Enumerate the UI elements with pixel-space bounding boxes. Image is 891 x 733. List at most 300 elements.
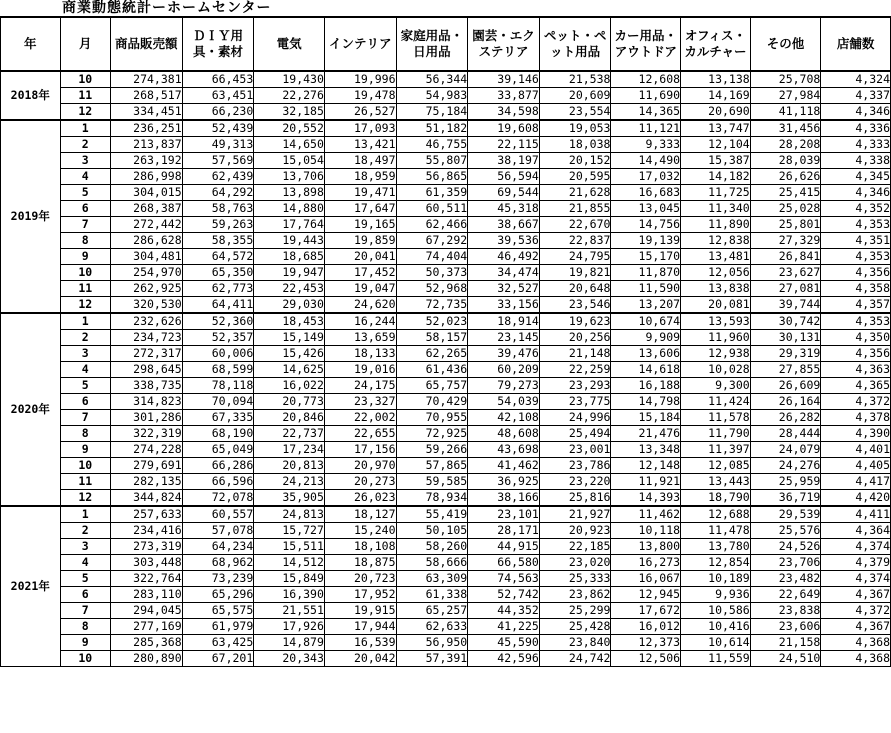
value-cell[interactable]: 9,909	[611, 330, 681, 346]
value-cell[interactable]: 286,628	[110, 233, 182, 249]
value-cell[interactable]: 11,690	[611, 88, 681, 104]
year-cell[interactable]: 2019年	[1, 120, 61, 313]
value-cell[interactable]: 282,135	[110, 474, 182, 490]
value-cell[interactable]: 20,846	[254, 410, 325, 426]
value-cell[interactable]: 33,156	[468, 297, 540, 314]
value-cell[interactable]: 68,190	[182, 426, 254, 442]
value-cell[interactable]: 65,296	[182, 587, 254, 603]
value-cell[interactable]: 41,118	[750, 104, 821, 121]
value-cell[interactable]: 56,865	[396, 169, 468, 185]
value-cell[interactable]: 12,104	[681, 137, 751, 153]
value-cell[interactable]: 66,230	[182, 104, 254, 121]
value-cell[interactable]: 11,921	[611, 474, 681, 490]
value-cell[interactable]: 274,228	[110, 442, 182, 458]
value-cell[interactable]: 20,256	[539, 330, 611, 346]
value-cell[interactable]: 19,915	[324, 603, 396, 619]
value-cell[interactable]: 52,968	[396, 281, 468, 297]
value-cell[interactable]: 29,539	[750, 506, 821, 523]
value-cell[interactable]: 11,870	[611, 265, 681, 281]
value-cell[interactable]: 19,608	[468, 120, 540, 137]
value-cell[interactable]: 68,962	[182, 555, 254, 571]
value-cell[interactable]: 39,476	[468, 346, 540, 362]
month-cell[interactable]: 12	[60, 490, 110, 507]
value-cell[interactable]: 20,041	[324, 249, 396, 265]
value-cell[interactable]: 15,387	[681, 153, 751, 169]
value-cell[interactable]: 4,405	[821, 458, 891, 474]
value-cell[interactable]: 22,259	[539, 362, 611, 378]
value-cell[interactable]: 4,372	[821, 603, 891, 619]
value-cell[interactable]: 19,947	[254, 265, 325, 281]
value-cell[interactable]: 13,138	[681, 71, 751, 88]
value-cell[interactable]: 20,723	[324, 571, 396, 587]
value-cell[interactable]: 61,359	[396, 185, 468, 201]
value-cell[interactable]: 236,251	[110, 120, 182, 137]
value-cell[interactable]: 21,158	[750, 635, 821, 651]
value-cell[interactable]: 11,790	[681, 426, 751, 442]
value-cell[interactable]: 65,575	[182, 603, 254, 619]
value-cell[interactable]: 268,517	[110, 88, 182, 104]
value-cell[interactable]: 18,959	[324, 169, 396, 185]
value-cell[interactable]: 19,430	[254, 71, 325, 88]
value-cell[interactable]: 41,462	[468, 458, 540, 474]
value-cell[interactable]: 4,351	[821, 233, 891, 249]
value-cell[interactable]: 13,593	[681, 313, 751, 330]
value-cell[interactable]: 25,415	[750, 185, 821, 201]
value-cell[interactable]: 234,723	[110, 330, 182, 346]
value-cell[interactable]: 16,244	[324, 313, 396, 330]
value-cell[interactable]: 10,189	[681, 571, 751, 587]
value-cell[interactable]: 52,439	[182, 120, 254, 137]
value-cell[interactable]: 44,915	[468, 539, 540, 555]
value-cell[interactable]: 18,127	[324, 506, 396, 523]
value-cell[interactable]: 272,442	[110, 217, 182, 233]
value-cell[interactable]: 75,184	[396, 104, 468, 121]
value-cell[interactable]: 22,655	[324, 426, 396, 442]
value-cell[interactable]: 38,166	[468, 490, 540, 507]
value-cell[interactable]: 15,184	[611, 410, 681, 426]
value-cell[interactable]: 16,539	[324, 635, 396, 651]
value-cell[interactable]: 23,546	[539, 297, 611, 314]
value-cell[interactable]: 28,444	[750, 426, 821, 442]
month-cell[interactable]: 8	[60, 619, 110, 635]
value-cell[interactable]: 14,880	[254, 201, 325, 217]
value-cell[interactable]: 24,276	[750, 458, 821, 474]
value-cell[interactable]: 24,795	[539, 249, 611, 265]
value-cell[interactable]: 25,816	[539, 490, 611, 507]
value-cell[interactable]: 72,925	[396, 426, 468, 442]
value-cell[interactable]: 17,672	[611, 603, 681, 619]
value-cell[interactable]: 12,506	[611, 651, 681, 667]
value-cell[interactable]: 20,773	[254, 394, 325, 410]
header-diy[interactable]: ＤＩＹ用具・素材	[182, 18, 254, 72]
value-cell[interactable]: 17,452	[324, 265, 396, 281]
value-cell[interactable]: 74,563	[468, 571, 540, 587]
value-cell[interactable]: 18,453	[254, 313, 325, 330]
value-cell[interactable]: 304,481	[110, 249, 182, 265]
value-cell[interactable]: 70,094	[182, 394, 254, 410]
value-cell[interactable]: 12,688	[681, 506, 751, 523]
value-cell[interactable]: 56,594	[468, 169, 540, 185]
value-cell[interactable]: 25,428	[539, 619, 611, 635]
month-cell[interactable]: 4	[60, 555, 110, 571]
value-cell[interactable]: 24,510	[750, 651, 821, 667]
month-cell[interactable]: 5	[60, 378, 110, 394]
value-cell[interactable]: 60,511	[396, 201, 468, 217]
value-cell[interactable]: 16,012	[611, 619, 681, 635]
value-cell[interactable]: 17,952	[324, 587, 396, 603]
value-cell[interactable]: 15,849	[254, 571, 325, 587]
value-cell[interactable]: 24,175	[324, 378, 396, 394]
value-cell[interactable]: 18,497	[324, 153, 396, 169]
value-cell[interactable]: 12,938	[681, 346, 751, 362]
year-cell[interactable]: 2021年	[1, 506, 61, 667]
value-cell[interactable]: 24,620	[324, 297, 396, 314]
value-cell[interactable]: 4,352	[821, 201, 891, 217]
value-cell[interactable]: 25,494	[539, 426, 611, 442]
value-cell[interactable]: 19,623	[539, 313, 611, 330]
month-cell[interactable]: 8	[60, 426, 110, 442]
value-cell[interactable]: 22,737	[254, 426, 325, 442]
value-cell[interactable]: 38,197	[468, 153, 540, 169]
value-cell[interactable]: 274,381	[110, 71, 182, 88]
value-cell[interactable]: 14,618	[611, 362, 681, 378]
value-cell[interactable]: 334,451	[110, 104, 182, 121]
value-cell[interactable]: 23,293	[539, 378, 611, 394]
value-cell[interactable]: 42,596	[468, 651, 540, 667]
month-cell[interactable]: 9	[60, 635, 110, 651]
value-cell[interactable]: 4,346	[821, 185, 891, 201]
value-cell[interactable]: 23,840	[539, 635, 611, 651]
header-garden[interactable]: 園芸・エクステリア	[468, 18, 540, 72]
value-cell[interactable]: 22,002	[324, 410, 396, 426]
value-cell[interactable]: 33,877	[468, 88, 540, 104]
value-cell[interactable]: 74,404	[396, 249, 468, 265]
value-cell[interactable]: 23,145	[468, 330, 540, 346]
value-cell[interactable]: 35,905	[254, 490, 325, 507]
value-cell[interactable]: 52,360	[182, 313, 254, 330]
value-cell[interactable]: 14,182	[681, 169, 751, 185]
month-cell[interactable]: 6	[60, 201, 110, 217]
value-cell[interactable]: 11,121	[611, 120, 681, 137]
value-cell[interactable]: 61,979	[182, 619, 254, 635]
value-cell[interactable]: 4,372	[821, 394, 891, 410]
value-cell[interactable]: 23,775	[539, 394, 611, 410]
month-cell[interactable]: 3	[60, 153, 110, 169]
value-cell[interactable]: 66,596	[182, 474, 254, 490]
month-cell[interactable]: 2	[60, 523, 110, 539]
value-cell[interactable]: 58,763	[182, 201, 254, 217]
value-cell[interactable]: 20,970	[324, 458, 396, 474]
value-cell[interactable]: 19,016	[324, 362, 396, 378]
value-cell[interactable]: 57,569	[182, 153, 254, 169]
value-cell[interactable]: 20,595	[539, 169, 611, 185]
value-cell[interactable]: 19,996	[324, 71, 396, 88]
value-cell[interactable]: 27,081	[750, 281, 821, 297]
value-cell[interactable]: 12,148	[611, 458, 681, 474]
value-cell[interactable]: 4,338	[821, 153, 891, 169]
value-cell[interactable]: 254,970	[110, 265, 182, 281]
value-cell[interactable]: 26,626	[750, 169, 821, 185]
header-sales[interactable]: 商品販売額	[110, 18, 182, 72]
value-cell[interactable]: 27,984	[750, 88, 821, 104]
value-cell[interactable]: 63,309	[396, 571, 468, 587]
value-cell[interactable]: 272,317	[110, 346, 182, 362]
value-cell[interactable]: 10,614	[681, 635, 751, 651]
value-cell[interactable]: 24,079	[750, 442, 821, 458]
value-cell[interactable]: 20,081	[681, 297, 751, 314]
value-cell[interactable]: 10,586	[681, 603, 751, 619]
value-cell[interactable]: 48,608	[468, 426, 540, 442]
month-cell[interactable]: 6	[60, 394, 110, 410]
value-cell[interactable]: 68,599	[182, 362, 254, 378]
value-cell[interactable]: 13,898	[254, 185, 325, 201]
value-cell[interactable]: 16,683	[611, 185, 681, 201]
value-cell[interactable]: 273,319	[110, 539, 182, 555]
value-cell[interactable]: 4,420	[821, 490, 891, 507]
value-cell[interactable]: 20,152	[539, 153, 611, 169]
value-cell[interactable]: 11,960	[681, 330, 751, 346]
value-cell[interactable]: 22,276	[254, 88, 325, 104]
value-cell[interactable]: 17,764	[254, 217, 325, 233]
value-cell[interactable]: 4,324	[821, 71, 891, 88]
value-cell[interactable]: 51,182	[396, 120, 468, 137]
value-cell[interactable]: 12,838	[681, 233, 751, 249]
value-cell[interactable]: 38,667	[468, 217, 540, 233]
value-cell[interactable]: 18,133	[324, 346, 396, 362]
value-cell[interactable]: 20,923	[539, 523, 611, 539]
value-cell[interactable]: 11,559	[681, 651, 751, 667]
value-cell[interactable]: 21,855	[539, 201, 611, 217]
value-cell[interactable]: 36,925	[468, 474, 540, 490]
value-cell[interactable]: 4,401	[821, 442, 891, 458]
value-cell[interactable]: 20,552	[254, 120, 325, 137]
value-cell[interactable]: 11,340	[681, 201, 751, 217]
header-stores[interactable]: 店舗数	[821, 18, 891, 72]
value-cell[interactable]: 4,356	[821, 265, 891, 281]
value-cell[interactable]: 58,666	[396, 555, 468, 571]
header-month[interactable]: 月	[60, 18, 110, 72]
value-cell[interactable]: 64,572	[182, 249, 254, 265]
value-cell[interactable]: 32,185	[254, 104, 325, 121]
value-cell[interactable]: 72,735	[396, 297, 468, 314]
value-cell[interactable]: 62,265	[396, 346, 468, 362]
value-cell[interactable]: 4,390	[821, 426, 891, 442]
value-cell[interactable]: 13,800	[611, 539, 681, 555]
value-cell[interactable]: 56,344	[396, 71, 468, 88]
value-cell[interactable]: 23,001	[539, 442, 611, 458]
value-cell[interactable]: 60,557	[182, 506, 254, 523]
value-cell[interactable]: 25,299	[539, 603, 611, 619]
value-cell[interactable]: 26,164	[750, 394, 821, 410]
value-cell[interactable]: 280,890	[110, 651, 182, 667]
value-cell[interactable]: 4,374	[821, 571, 891, 587]
header-year[interactable]: 年	[1, 18, 61, 72]
value-cell[interactable]: 54,039	[468, 394, 540, 410]
value-cell[interactable]: 16,067	[611, 571, 681, 587]
value-cell[interactable]: 14,365	[611, 104, 681, 121]
month-cell[interactable]: 2	[60, 330, 110, 346]
value-cell[interactable]: 39,744	[750, 297, 821, 314]
value-cell[interactable]: 57,391	[396, 651, 468, 667]
value-cell[interactable]: 4,345	[821, 169, 891, 185]
value-cell[interactable]: 50,373	[396, 265, 468, 281]
month-cell[interactable]: 6	[60, 587, 110, 603]
value-cell[interactable]: 79,273	[468, 378, 540, 394]
value-cell[interactable]: 57,865	[396, 458, 468, 474]
value-cell[interactable]: 320,530	[110, 297, 182, 314]
month-cell[interactable]: 1	[60, 313, 110, 330]
value-cell[interactable]: 13,481	[681, 249, 751, 265]
value-cell[interactable]: 15,149	[254, 330, 325, 346]
value-cell[interactable]: 50,105	[396, 523, 468, 539]
value-cell[interactable]: 322,319	[110, 426, 182, 442]
value-cell[interactable]: 13,747	[681, 120, 751, 137]
value-cell[interactable]: 43,698	[468, 442, 540, 458]
value-cell[interactable]: 13,348	[611, 442, 681, 458]
value-cell[interactable]: 10,028	[681, 362, 751, 378]
value-cell[interactable]: 4,368	[821, 635, 891, 651]
value-cell[interactable]: 18,914	[468, 313, 540, 330]
value-cell[interactable]: 303,448	[110, 555, 182, 571]
value-cell[interactable]: 15,054	[254, 153, 325, 169]
value-cell[interactable]: 14,512	[254, 555, 325, 571]
value-cell[interactable]: 13,659	[324, 330, 396, 346]
value-cell[interactable]: 52,357	[182, 330, 254, 346]
value-cell[interactable]: 262,925	[110, 281, 182, 297]
value-cell[interactable]: 286,998	[110, 169, 182, 185]
value-cell[interactable]: 9,936	[681, 587, 751, 603]
value-cell[interactable]: 23,786	[539, 458, 611, 474]
value-cell[interactable]: 72,078	[182, 490, 254, 507]
value-cell[interactable]: 46,492	[468, 249, 540, 265]
value-cell[interactable]: 65,350	[182, 265, 254, 281]
value-cell[interactable]: 63,451	[182, 88, 254, 104]
value-cell[interactable]: 78,118	[182, 378, 254, 394]
value-cell[interactable]: 56,950	[396, 635, 468, 651]
value-cell[interactable]: 4,378	[821, 410, 891, 426]
value-cell[interactable]: 16,273	[611, 555, 681, 571]
value-cell[interactable]: 12,608	[611, 71, 681, 88]
value-cell[interactable]: 12,945	[611, 587, 681, 603]
value-cell[interactable]: 4,356	[821, 346, 891, 362]
value-cell[interactable]: 20,273	[324, 474, 396, 490]
value-cell[interactable]: 298,645	[110, 362, 182, 378]
value-cell[interactable]: 283,110	[110, 587, 182, 603]
value-cell[interactable]: 52,023	[396, 313, 468, 330]
value-cell[interactable]: 14,879	[254, 635, 325, 651]
value-cell[interactable]: 20,609	[539, 88, 611, 104]
value-cell[interactable]: 13,838	[681, 281, 751, 297]
value-cell[interactable]: 23,606	[750, 619, 821, 635]
value-cell[interactable]: 31,456	[750, 120, 821, 137]
value-cell[interactable]: 62,773	[182, 281, 254, 297]
value-cell[interactable]: 18,790	[681, 490, 751, 507]
value-cell[interactable]: 19,443	[254, 233, 325, 249]
value-cell[interactable]: 4,374	[821, 539, 891, 555]
value-cell[interactable]: 22,837	[539, 233, 611, 249]
value-cell[interactable]: 4,346	[821, 104, 891, 121]
value-cell[interactable]: 21,628	[539, 185, 611, 201]
value-cell[interactable]: 19,139	[611, 233, 681, 249]
value-cell[interactable]: 29,319	[750, 346, 821, 362]
value-cell[interactable]: 73,239	[182, 571, 254, 587]
value-cell[interactable]: 15,727	[254, 523, 325, 539]
value-cell[interactable]: 4,358	[821, 281, 891, 297]
value-cell[interactable]: 52,742	[468, 587, 540, 603]
value-cell[interactable]: 10,674	[611, 313, 681, 330]
value-cell[interactable]: 55,419	[396, 506, 468, 523]
month-cell[interactable]: 12	[60, 297, 110, 314]
month-cell[interactable]: 5	[60, 571, 110, 587]
value-cell[interactable]: 21,538	[539, 71, 611, 88]
value-cell[interactable]: 4,411	[821, 506, 891, 523]
value-cell[interactable]: 15,511	[254, 539, 325, 555]
month-cell[interactable]: 8	[60, 233, 110, 249]
value-cell[interactable]: 66,580	[468, 555, 540, 571]
value-cell[interactable]: 277,169	[110, 619, 182, 635]
value-cell[interactable]: 25,801	[750, 217, 821, 233]
value-cell[interactable]: 44,352	[468, 603, 540, 619]
value-cell[interactable]: 22,670	[539, 217, 611, 233]
month-cell[interactable]: 11	[60, 474, 110, 490]
value-cell[interactable]: 15,426	[254, 346, 325, 362]
value-cell[interactable]: 67,292	[396, 233, 468, 249]
value-cell[interactable]: 4,357	[821, 297, 891, 314]
value-cell[interactable]: 64,292	[182, 185, 254, 201]
value-cell[interactable]: 10,416	[681, 619, 751, 635]
value-cell[interactable]: 11,890	[681, 217, 751, 233]
value-cell[interactable]: 11,462	[611, 506, 681, 523]
value-cell[interactable]: 19,047	[324, 281, 396, 297]
value-cell[interactable]: 59,585	[396, 474, 468, 490]
value-cell[interactable]: 4,336	[821, 120, 891, 137]
value-cell[interactable]: 23,706	[750, 555, 821, 571]
value-cell[interactable]: 21,927	[539, 506, 611, 523]
month-cell[interactable]: 7	[60, 410, 110, 426]
value-cell[interactable]: 4,353	[821, 217, 891, 233]
value-cell[interactable]: 12,085	[681, 458, 751, 474]
value-cell[interactable]: 4,367	[821, 619, 891, 635]
value-cell[interactable]: 18,038	[539, 137, 611, 153]
month-cell[interactable]: 5	[60, 185, 110, 201]
month-cell[interactable]: 1	[60, 120, 110, 137]
year-cell[interactable]: 2020年	[1, 313, 61, 506]
year-cell[interactable]: 2018年	[1, 71, 61, 120]
value-cell[interactable]: 55,807	[396, 153, 468, 169]
value-cell[interactable]: 4,367	[821, 587, 891, 603]
value-cell[interactable]: 11,578	[681, 410, 751, 426]
month-cell[interactable]: 3	[60, 539, 110, 555]
value-cell[interactable]: 22,649	[750, 587, 821, 603]
value-cell[interactable]: 17,926	[254, 619, 325, 635]
value-cell[interactable]: 4,337	[821, 88, 891, 104]
value-cell[interactable]: 21,148	[539, 346, 611, 362]
value-cell[interactable]: 13,606	[611, 346, 681, 362]
value-cell[interactable]: 58,157	[396, 330, 468, 346]
value-cell[interactable]: 322,764	[110, 571, 182, 587]
value-cell[interactable]: 25,959	[750, 474, 821, 490]
value-cell[interactable]: 279,691	[110, 458, 182, 474]
value-cell[interactable]: 32,527	[468, 281, 540, 297]
value-cell[interactable]: 13,706	[254, 169, 325, 185]
value-cell[interactable]: 59,263	[182, 217, 254, 233]
value-cell[interactable]: 25,333	[539, 571, 611, 587]
value-cell[interactable]: 23,482	[750, 571, 821, 587]
header-pet[interactable]: ペット・ペット用品	[539, 18, 611, 72]
value-cell[interactable]: 23,020	[539, 555, 611, 571]
value-cell[interactable]: 26,841	[750, 249, 821, 265]
value-cell[interactable]: 65,049	[182, 442, 254, 458]
